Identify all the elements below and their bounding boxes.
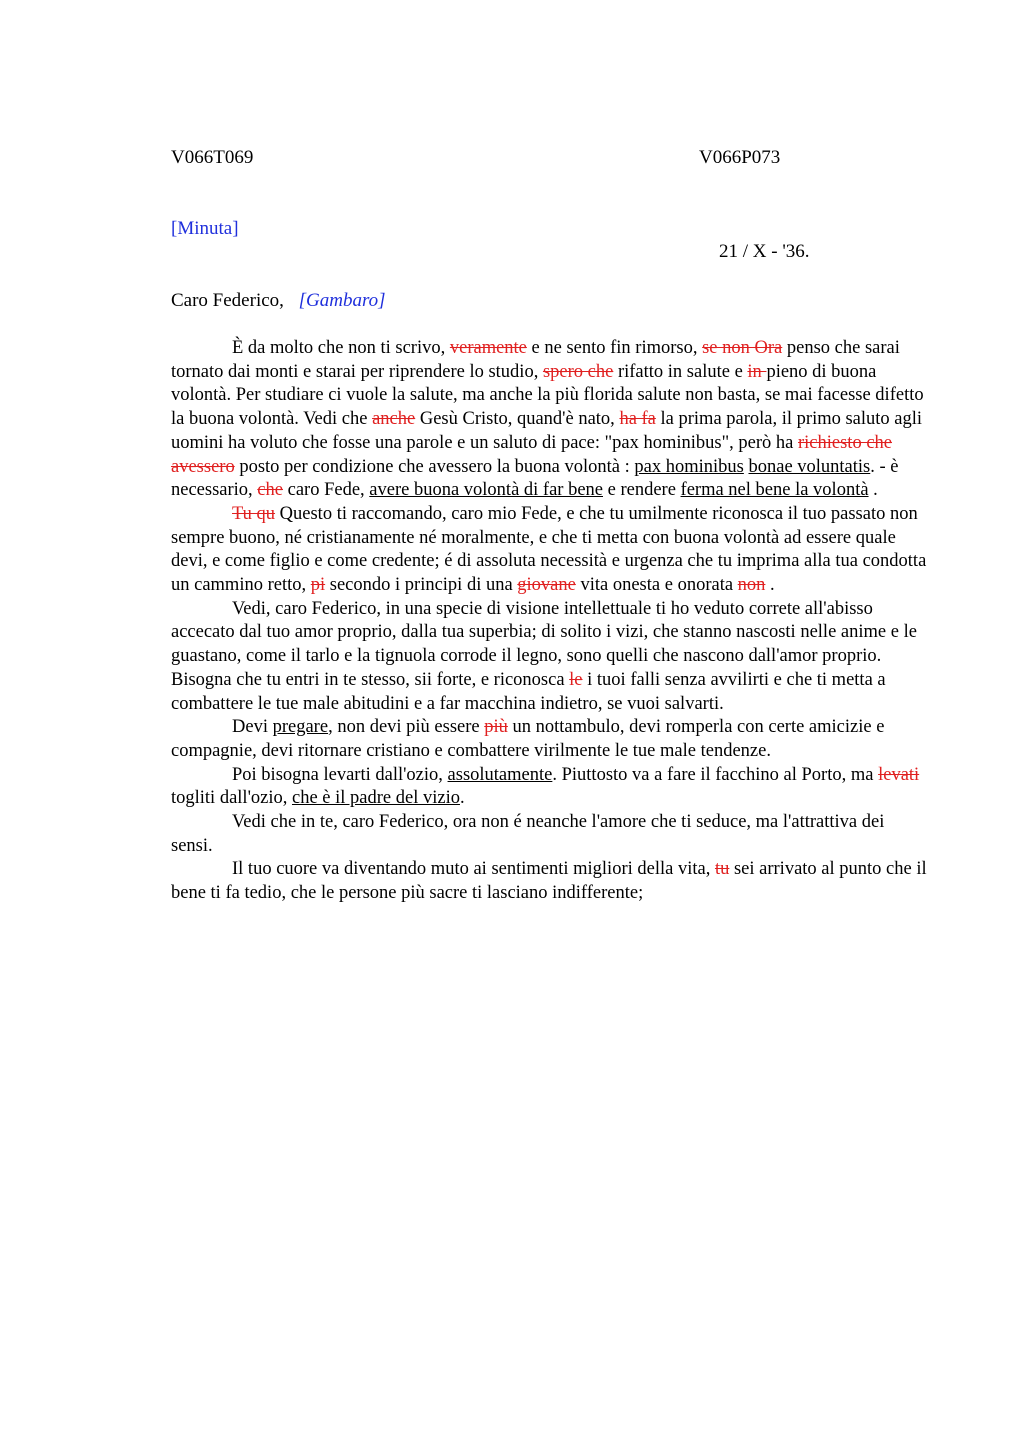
text-segment: , non devi più essere bbox=[328, 717, 485, 738]
letter-paragraph bbox=[171, 598, 929, 717]
letter-date: 21 / X - '36. bbox=[719, 241, 810, 262]
deleted-text: giovane bbox=[517, 575, 576, 596]
text-segment: e ne sento fin rimorso, bbox=[526, 338, 703, 358]
underlined-text: bonae voluntatis bbox=[748, 456, 871, 477]
text-segment: . bbox=[459, 788, 465, 809]
text-segment: e rendere bbox=[603, 480, 681, 501]
deleted-text: tu bbox=[714, 859, 730, 880]
letter-body bbox=[171, 337, 929, 906]
text-segment: rifatto in salute e bbox=[613, 361, 748, 382]
letter-paragraph bbox=[171, 858, 929, 905]
text-segment: secondo i principi di una bbox=[325, 575, 518, 596]
text-segment: . bbox=[765, 575, 775, 596]
text-segment: togliti dall'ozio, bbox=[171, 788, 292, 809]
letter-paragraph bbox=[171, 764, 929, 811]
text-segment: vita onesta e onorata bbox=[575, 575, 738, 596]
text-segment: È da molto che non ti scrivo, bbox=[232, 338, 450, 358]
deleted-text: levati bbox=[878, 764, 920, 785]
letter-paragraph bbox=[171, 503, 929, 598]
deleted-text: pi bbox=[310, 575, 326, 596]
underlined-text: pregare bbox=[272, 717, 329, 738]
recipient-note: [Gambaro] bbox=[298, 290, 386, 311]
text-segment: caro Fede, bbox=[282, 480, 370, 501]
text-segment: . bbox=[868, 480, 878, 501]
text-segment: la prima parola, il primo saluto agli uomini ha voluto che fosse una parole e un saluto di pace: "pax hominibus", però ha bbox=[171, 409, 923, 453]
underlined-text: ferma nel bene la volontà bbox=[680, 480, 869, 501]
text-segment: penso che sarai tornato dai monti e starai per riprendere lo studio, bbox=[171, 338, 900, 382]
text-segment: sei arrivato al punto che il bene ti fa tedio, che le persone più sacre ti lasciano indifferente; bbox=[171, 859, 927, 904]
text-segment: . - è necessario, bbox=[171, 456, 899, 501]
deleted-text: non bbox=[737, 575, 766, 596]
text-segment: . Piuttosto va a fare il facchino al Porto, ma bbox=[552, 764, 879, 785]
letter-paragraph bbox=[171, 716, 929, 763]
text-segment: Vedi che in te, caro Federico, ora non é neanche l'amore che ti seduce, ma l'attrattiva dei sensi. bbox=[171, 812, 885, 856]
deleted-text: anche bbox=[372, 409, 416, 430]
underlined-text: assolutamente bbox=[447, 764, 553, 785]
text-segment: Poi bisogna levarti dall'ozio, bbox=[232, 764, 448, 785]
deleted-text: Tu qu bbox=[232, 503, 276, 524]
deleted-text: che bbox=[257, 480, 283, 501]
document-code-left: V066T069 bbox=[171, 147, 254, 168]
text-segment: Il tuo cuore va diventando muto ai sentimenti migliori della vita, bbox=[232, 859, 715, 880]
salutation-text: Caro Federico, bbox=[171, 290, 284, 311]
letter-paragraph bbox=[171, 337, 929, 503]
text-segment: Gesù Cristo, quand'è nato, bbox=[415, 409, 620, 430]
deleted-text: se non Ora bbox=[702, 338, 783, 358]
deleted-text: ha fa bbox=[619, 409, 656, 430]
document-code-right: V066P073 bbox=[699, 147, 781, 168]
deleted-text: le bbox=[569, 669, 583, 690]
text-segment: pieno di buona volontà. Per studiare ci vuole la salute, ma anche la più florida salute non basta, se mai facesse difetto la buona volontà. Vedi che bbox=[171, 361, 924, 430]
underlined-text: pax hominibus bbox=[634, 456, 744, 477]
deleted-text: spero che bbox=[542, 361, 614, 382]
text-segment: Questo ti raccomando, caro mio Fede, e che tu umilmente riconosca il tuo passato non sempre buono, né cristianamente né moralmente, e che ti metta con buona volontà ad essere quale devi, e come figlio e come credente; é di assoluta necessità e urgenza che tu imprima alla tua condotta un cammino retto, bbox=[171, 503, 927, 596]
underlined-text: avere buona volontà di far bene bbox=[369, 480, 603, 501]
deleted-text: veramente bbox=[449, 338, 527, 358]
letter-paragraph bbox=[171, 811, 929, 858]
text-segment: Devi bbox=[232, 717, 273, 738]
text-segment: posto per condizione che avessero la buona volontà : bbox=[234, 456, 635, 477]
underlined-text: che è il padre del vizio bbox=[292, 788, 460, 809]
salutation bbox=[171, 290, 386, 312]
text-segment: i tuoi falli senza avvilirti e che ti metta a combattere le tue male abitudini e a far macchina indietro, se vuoi salvarti. bbox=[171, 669, 886, 714]
minuta-annotation: [Minuta] bbox=[171, 218, 239, 239]
deleted-text: più bbox=[484, 717, 508, 738]
deleted-text: in bbox=[747, 361, 767, 382]
text-segment: Vedi, caro Federico, in una specie di visione intellettuale ti ho veduto correte all'abisso accecato dal tuo amor proprio, dalla tua superbia; di solito i vizi, che stanno nascosti nelle anime e le guastano, come il tarlo e la tignuola corrode il legno, sono quelli che nascono dall'amor proprio. Bisogna che tu entri in te stesso, sii forte, e riconosca bbox=[171, 598, 917, 690]
text-segment: un nottambulo, devi romperla con certe amicizie e compagnie, devi ritornare cristiano e combattere virilmente le tue male tendenze. bbox=[171, 717, 885, 761]
deleted-text: richiesto che avessero bbox=[171, 432, 892, 477]
